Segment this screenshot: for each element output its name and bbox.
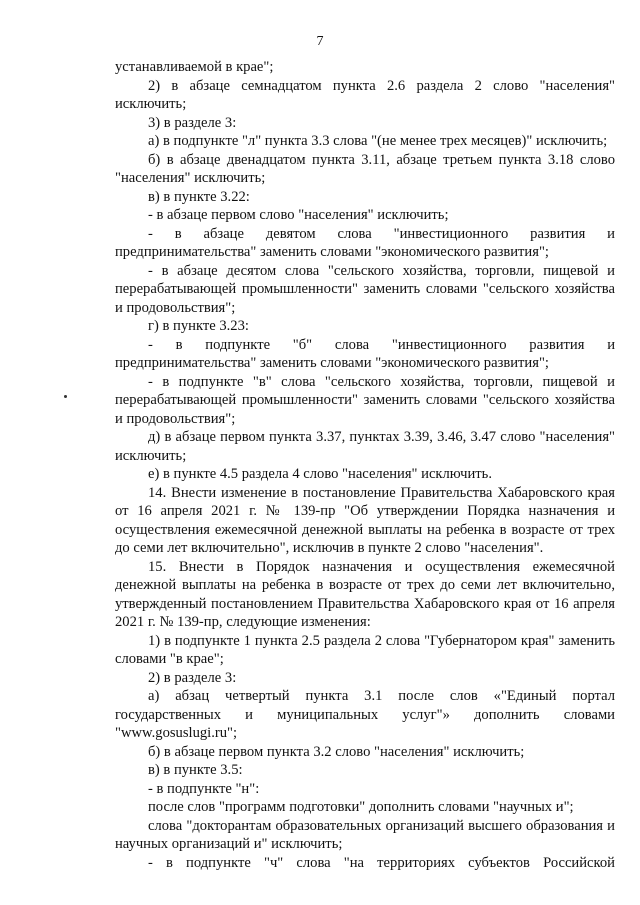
- paragraph: - в подпункте "в" слова "сельского хозяйства, торговли, пищевой и перерабатывающей промышленности" заменить словами "сельского хозяйства и продовольствия";: [115, 373, 615, 427]
- paragraph: в) в пункте 3.5:: [148, 762, 243, 778]
- paragraph: слова "докторантам образовательных организаций высшего образования и научных организаций и" исключить;: [115, 817, 615, 852]
- page-number: 7: [316, 34, 324, 49]
- paragraph: 3) в разделе 3:: [148, 114, 237, 131]
- paragraph: 2) в абзаце семнадцатом пункта 2.6 раздела 2 слово "населения" исключить;: [115, 77, 615, 112]
- paragraph: г) в пункте 3.23:: [148, 318, 249, 334]
- paragraph: - в подпункте "ч" слова "на территориях субъектов Российской: [148, 854, 615, 871]
- paragraph: б) в абзаце первом пункта 3.2 слово "населения" исключить;: [148, 743, 525, 760]
- paragraph: - в подпункте "б" слова "инвестиционного развития и предпринимательства" заменить словами "экономического развития";: [115, 336, 615, 371]
- paragraph: устанавливаемой в крае";: [115, 59, 274, 75]
- document-body: [115, 58, 615, 872]
- scan-artifact-dot: [64, 395, 67, 398]
- paragraph: а) абзац четвертый пункта 3.1 после слов «"Единый портал государственных и муниципальных услуг"» дополнить словами "www.gosuslugi.ru";: [115, 688, 615, 741]
- paragraph: - в подпункте "н":: [148, 780, 260, 797]
- paragraph: д) в абзаце первом пункта 3.37, пунктах 3.39, 3.46, 3.47 слово "населения" исключить;: [115, 429, 615, 464]
- paragraph: после слов "программ подготовки" дополнить словами "научных и";: [148, 799, 574, 815]
- paragraph: - в абзаце первом слово "населения" исключить;: [148, 207, 449, 223]
- paragraph: - в абзаце десятом слова "сельского хозяйства, торговли, пищевой и перерабатывающей промышленности" заменить словами "сельского хозяйства и продовольствия";: [115, 262, 615, 316]
- paragraph: а) в подпункте "л" пункта 3.3 слова "(не менее трех месяцев)" исключить;: [148, 133, 608, 149]
- paragraph: е) в пункте 4.5 раздела 4 слово "населения" исключить.: [148, 466, 492, 482]
- paragraph: 1) в подпункте 1 пункта 2.5 раздела 2 слова "Губернатором края" заменить словами "в крае";: [115, 632, 615, 667]
- paragraph: 2) в разделе 3:: [148, 669, 237, 686]
- paragraph: - в абзаце девятом слова "инвестиционного развития и предпринимательства" заменить словами "экономического развития";: [115, 225, 615, 260]
- paragraph: в) в пункте 3.22:: [148, 188, 250, 205]
- paragraph: 14. Внести изменение в постановление Правительства Хабаровского края от 16 апреля 2021 г. № 139-пр "Об утверждении Порядка назначения и осуществления ежемесячной денежной выплаты на ребенка в возрасте от трех до семи лет включительно", исключив в пункте 2 слово "населения".: [115, 484, 615, 556]
- paragraph: б) в абзаце двенадцатом пункта 3.11, абзаце третьем пункта 3.18 слово "населения" исключить;: [115, 151, 615, 186]
- paragraph: 15. Внести в Порядок назначения и осуществления ежемесячной денежной выплаты на ребенка в возрасте от трех до семи лет включительно, утвержденный постановлением Правительства Хабаровского края от 16 апреля 2021 г. № 139-пр, следующие изменения:: [115, 558, 615, 630]
